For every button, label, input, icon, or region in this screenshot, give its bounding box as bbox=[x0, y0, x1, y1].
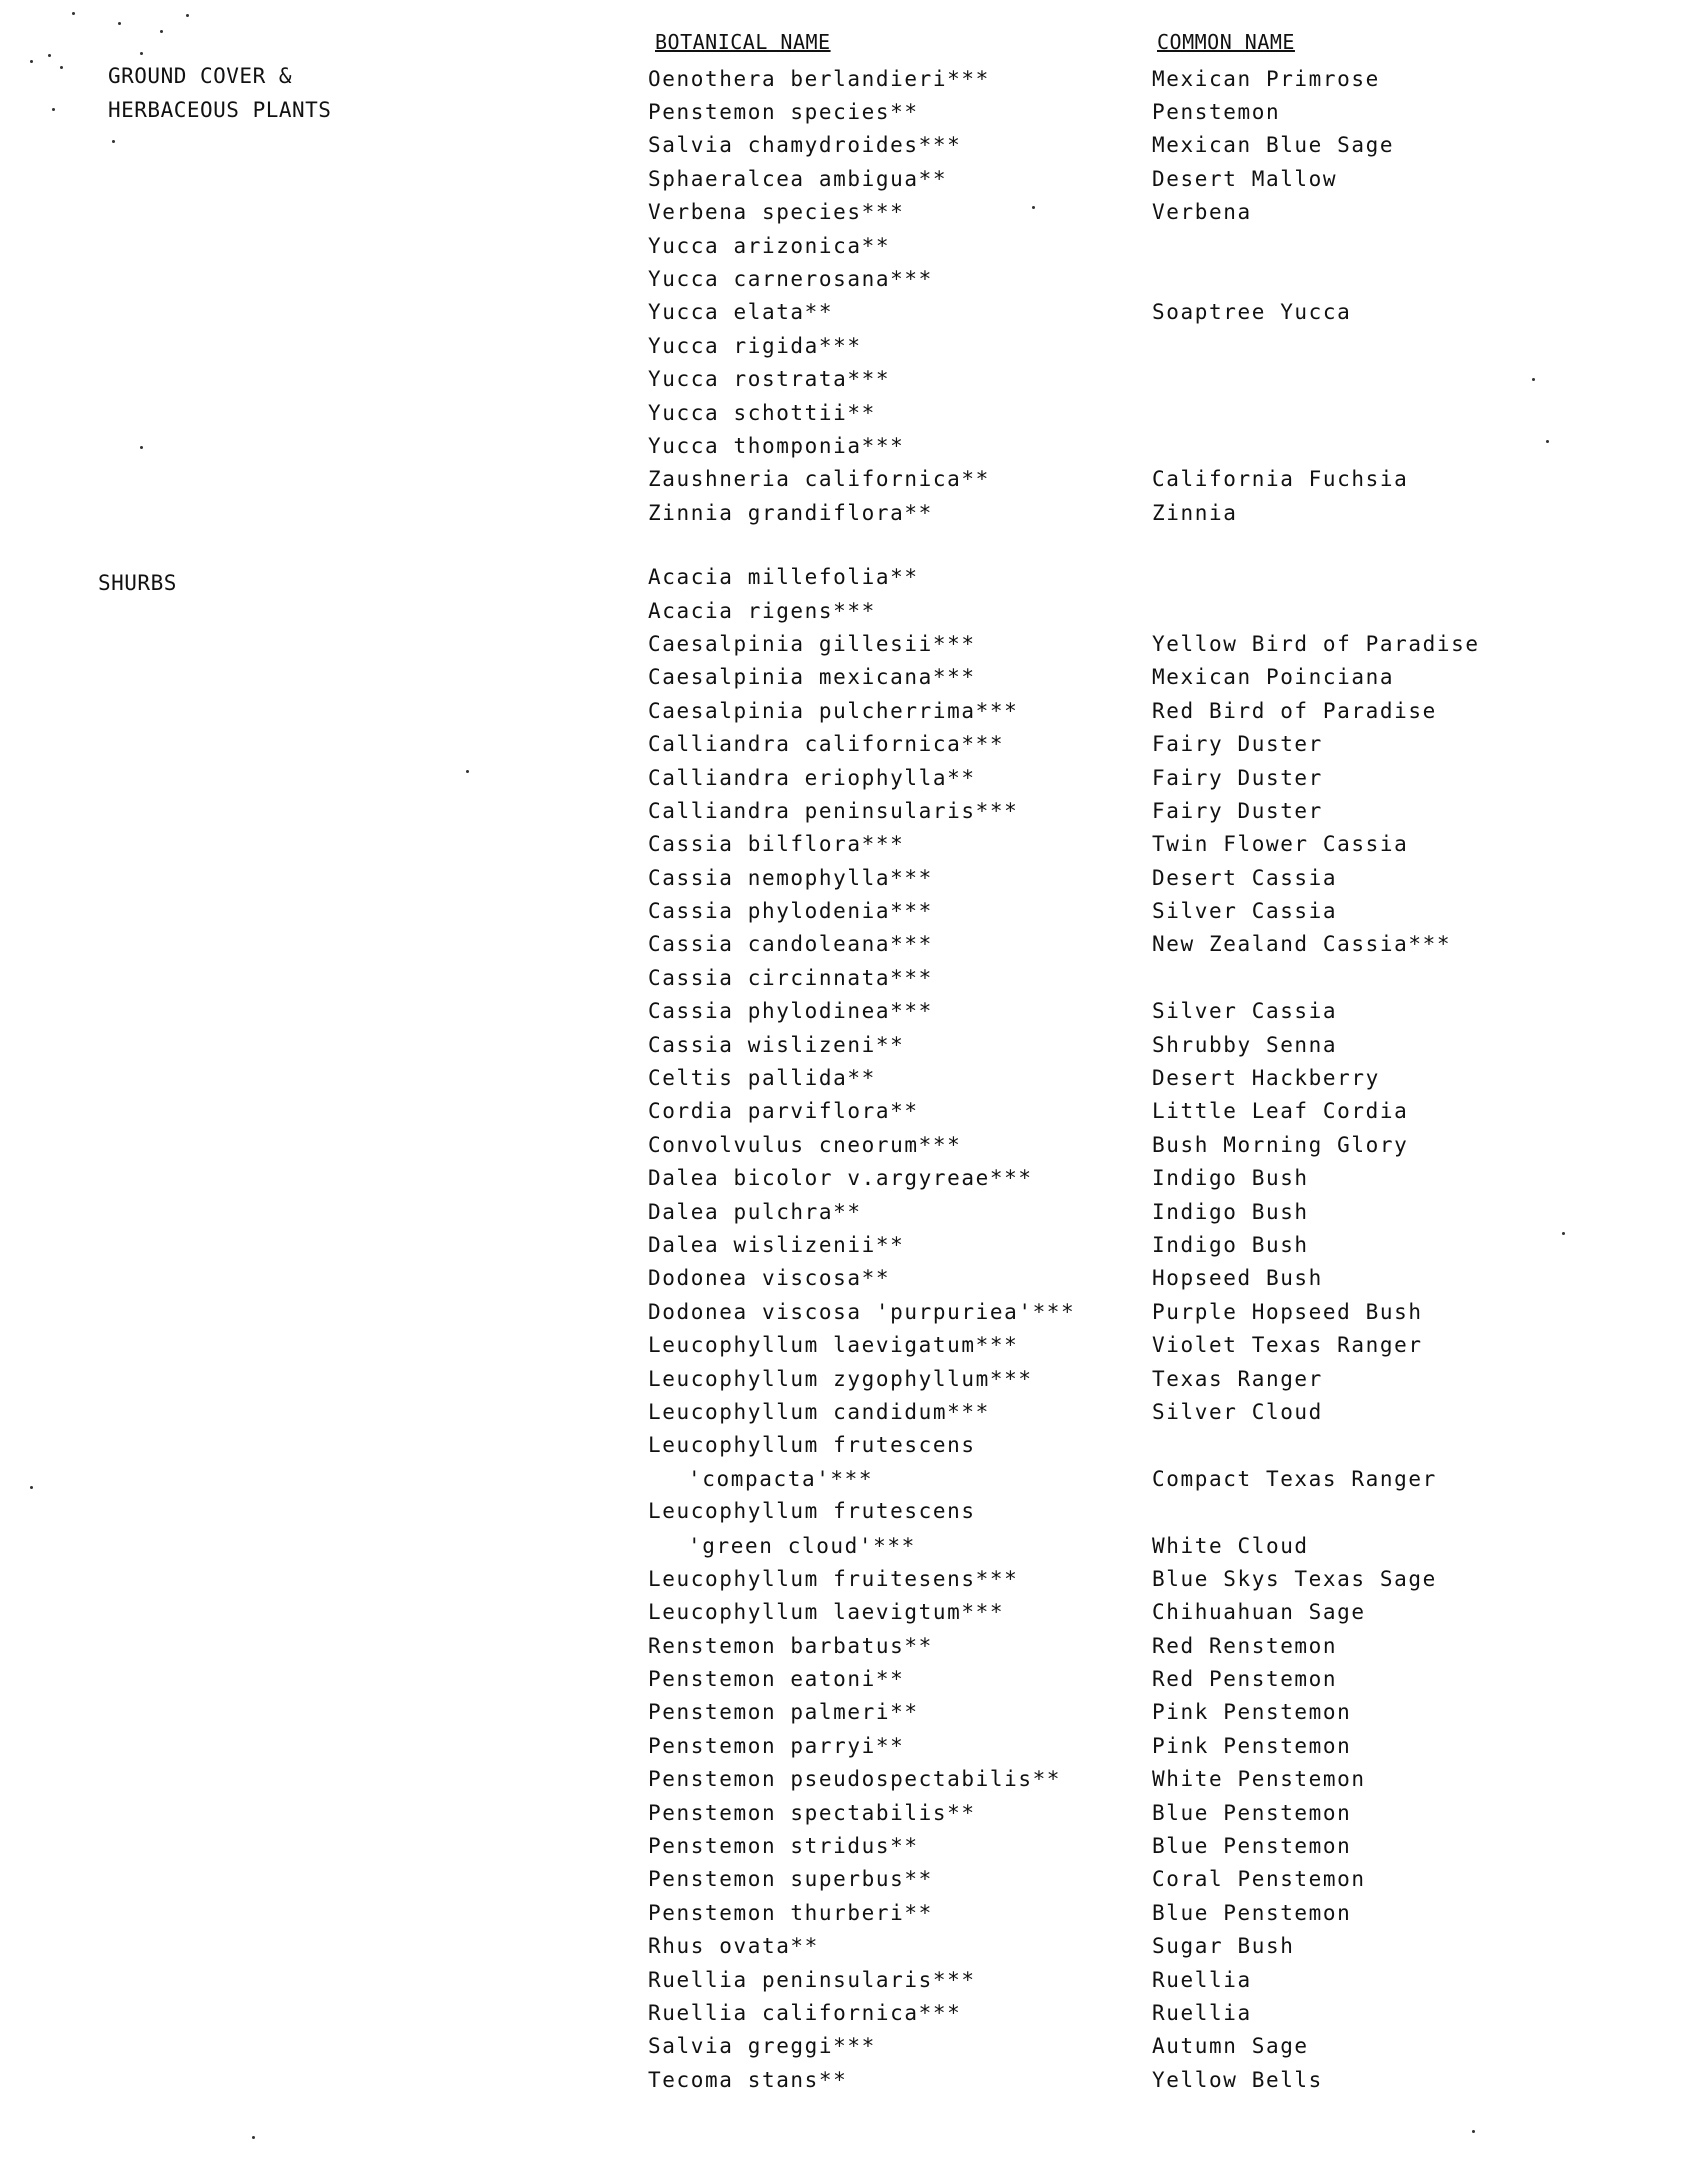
botanical-name: Calliandra peninsularis*** bbox=[648, 798, 1019, 823]
common-name: Penstemon bbox=[1152, 100, 1281, 125]
table-row bbox=[648, 1328, 1648, 1361]
botanical-name: Cordia parviflora** bbox=[648, 1099, 919, 1124]
botanical-name: Cassia candoleana*** bbox=[648, 932, 933, 957]
common-name: California Fuchsia bbox=[1152, 467, 1409, 492]
plant-group bbox=[648, 560, 1648, 2096]
table-row bbox=[648, 560, 1648, 593]
table-row bbox=[648, 363, 1648, 396]
common-name: Red Bird of Paradise bbox=[1152, 698, 1437, 723]
common-name: Fairy Duster bbox=[1152, 732, 1323, 757]
botanical-name: Caesalpinia gillesii*** bbox=[648, 631, 976, 656]
table-row bbox=[648, 95, 1648, 128]
table-row bbox=[648, 1696, 1648, 1729]
table-row bbox=[648, 1228, 1648, 1261]
table-row bbox=[648, 727, 1648, 760]
botanical-name: Calliandra californica*** bbox=[648, 732, 1005, 757]
botanical-name: Acacia millefolia** bbox=[648, 565, 919, 590]
common-name: Sugar Bush bbox=[1152, 1934, 1295, 1959]
table-row bbox=[648, 1128, 1648, 1161]
botanical-name: Tecoma stans** bbox=[648, 2067, 848, 2092]
botanical-name-line1: Leucophyllum frutescens bbox=[648, 1499, 976, 1524]
column-header-botanical-name: BOTANICAL NAME bbox=[655, 30, 831, 54]
botanical-name: Leucophyllum candidum*** bbox=[648, 1399, 990, 1424]
table-row bbox=[648, 1195, 1648, 1228]
table-row bbox=[648, 1829, 1648, 1862]
table-row bbox=[648, 1061, 1648, 1094]
common-name: Ruellia bbox=[1152, 2000, 1252, 2025]
common-name: Mexican Poinciana bbox=[1152, 665, 1395, 690]
table-row bbox=[648, 1763, 1648, 1796]
botanical-name: Yucca schottii** bbox=[648, 400, 876, 425]
botanical-name: Caesalpinia pulcherrima*** bbox=[648, 698, 1019, 723]
botanical-name: Yucca elata** bbox=[648, 300, 834, 325]
botanical-name-line1: Leucophyllum frutescens bbox=[648, 1432, 976, 1457]
common-name: Yellow Bells bbox=[1152, 2067, 1323, 2092]
table-row bbox=[648, 2030, 1648, 2063]
section-label-line: GROUND COVER & bbox=[108, 64, 293, 88]
common-name: Mexican Blue Sage bbox=[1152, 133, 1395, 158]
table-row bbox=[648, 594, 1648, 627]
table-row bbox=[648, 1896, 1648, 1929]
common-name: Soaptree Yucca bbox=[1152, 300, 1352, 325]
table-row bbox=[648, 262, 1648, 295]
table-row bbox=[648, 694, 1648, 727]
botanical-name-line2: 'green cloud'*** bbox=[688, 1534, 916, 1559]
common-name: Violet Texas Ranger bbox=[1152, 1333, 1423, 1358]
section-label-shrubs bbox=[98, 566, 177, 600]
table-row bbox=[648, 661, 1648, 694]
common-name: Purple Hopseed Bush bbox=[1152, 1299, 1423, 1324]
common-name: Autumn Sage bbox=[1152, 2034, 1309, 2059]
common-name: Fairy Duster bbox=[1152, 765, 1323, 790]
common-name: Verbena bbox=[1152, 200, 1252, 225]
botanical-name: Penstemon thurberi** bbox=[648, 1900, 933, 1925]
table-row bbox=[648, 928, 1648, 961]
table-row bbox=[648, 496, 1648, 529]
botanical-name: Acacia rigens*** bbox=[648, 598, 876, 623]
table-row bbox=[648, 1996, 1648, 2029]
botanical-name: Ruellia californica*** bbox=[648, 2000, 962, 2025]
botanical-name: Yucca thomponia*** bbox=[648, 433, 905, 458]
common-name: Coral Penstemon bbox=[1152, 1867, 1366, 1892]
common-name: Red Renstemon bbox=[1152, 1633, 1338, 1658]
common-name: Silver Cassia bbox=[1152, 899, 1338, 924]
botanical-name: Dalea pulchra** bbox=[648, 1199, 862, 1224]
common-name: Compact Texas Ranger bbox=[1152, 1467, 1437, 1492]
botanical-name: Penstemon pseudospectabilis** bbox=[648, 1767, 1062, 1792]
botanical-name: Cassia nemophylla*** bbox=[648, 865, 933, 890]
botanical-name bbox=[648, 1495, 1152, 1558]
table-row bbox=[648, 828, 1648, 861]
table-row bbox=[648, 329, 1648, 362]
table-row bbox=[648, 1629, 1648, 1662]
botanical-name: Cassia phylodenia*** bbox=[648, 899, 933, 924]
table-row bbox=[648, 129, 1648, 162]
botanical-name: Penstemon eatoni** bbox=[648, 1667, 905, 1692]
table-row bbox=[648, 1729, 1648, 1762]
plant-group bbox=[648, 62, 1648, 529]
table-row bbox=[648, 995, 1648, 1028]
botanical-name: Penstemon spectabilis** bbox=[648, 1800, 976, 1825]
section-label-line: HERBACEOUS PLANTS bbox=[108, 98, 332, 122]
botanical-name: Cassia wislizeni** bbox=[648, 1032, 905, 1057]
common-name: Zinnia bbox=[1152, 500, 1238, 525]
table-row bbox=[648, 429, 1648, 462]
table-row bbox=[648, 1562, 1648, 1595]
botanical-name: Convolvulus cneorum*** bbox=[648, 1132, 962, 1157]
botanical-name: Dodonea viscosa 'purpuriea'*** bbox=[648, 1299, 1076, 1324]
botanical-name: Penstemon palmeri** bbox=[648, 1700, 919, 1725]
table-row bbox=[648, 1295, 1648, 1328]
botanical-name: Ruellia peninsularis*** bbox=[648, 1967, 976, 1992]
botanical-name: Cassia bilflora*** bbox=[648, 832, 905, 857]
table-row bbox=[648, 1963, 1648, 1996]
common-name: Desert Hackberry bbox=[1152, 1066, 1380, 1091]
botanical-name: Zinnia grandiflora** bbox=[648, 500, 933, 525]
common-name: Desert Mallow bbox=[1152, 166, 1338, 191]
table-row bbox=[648, 196, 1648, 229]
botanical-name: Celtis pallida** bbox=[648, 1066, 876, 1091]
common-name: Blue Penstemon bbox=[1152, 1900, 1352, 1925]
botanical-name: Leucophyllum laevigtum*** bbox=[648, 1600, 1005, 1625]
botanical-name: Leucophyllum fruitesens*** bbox=[648, 1566, 1019, 1591]
common-name: Fairy Duster bbox=[1152, 798, 1323, 823]
table-row bbox=[648, 396, 1648, 429]
table-row bbox=[648, 1395, 1648, 1428]
table-row bbox=[648, 961, 1648, 994]
botanical-name: Sphaeralcea ambigua** bbox=[648, 166, 948, 191]
table-row bbox=[648, 1662, 1648, 1695]
table-row bbox=[648, 1796, 1648, 1829]
common-name: Ruellia bbox=[1152, 1967, 1252, 1992]
botanical-name: Verbena species*** bbox=[648, 200, 905, 225]
table-row bbox=[648, 162, 1648, 195]
table-row bbox=[648, 861, 1648, 894]
botanical-name: Penstemon parryi** bbox=[648, 1733, 905, 1758]
botanical-name: Dodonea viscosa** bbox=[648, 1266, 891, 1291]
botanical-name-line2: 'compacta'*** bbox=[688, 1467, 874, 1492]
common-name: Mexican Primrose bbox=[1152, 66, 1380, 91]
common-name: Hopseed Bush bbox=[1152, 1266, 1323, 1291]
botanical-name: Yucca rostrata*** bbox=[648, 367, 891, 392]
table-row bbox=[648, 1095, 1648, 1128]
botanical-name: Salvia chamydroides*** bbox=[648, 133, 962, 158]
common-name: Blue Penstemon bbox=[1152, 1800, 1352, 1825]
table-row bbox=[648, 1162, 1648, 1195]
botanical-name: Leucophyllum zygophyllum*** bbox=[648, 1366, 1033, 1391]
section-label-line: SHURBS bbox=[98, 571, 177, 595]
common-name: Texas Ranger bbox=[1152, 1366, 1323, 1391]
botanical-name: Cassia phylodinea*** bbox=[648, 999, 933, 1024]
botanical-name: Rhus ovata** bbox=[648, 1934, 819, 1959]
plant-table bbox=[648, 62, 1648, 2096]
common-name: Shrubby Senna bbox=[1152, 1032, 1338, 1057]
table-row bbox=[648, 296, 1648, 329]
botanical-name: Penstemon stridus** bbox=[648, 1834, 919, 1859]
botanical-name: Calliandra eriophylla** bbox=[648, 765, 976, 790]
common-name: Bush Morning Glory bbox=[1152, 1132, 1409, 1157]
botanical-name: Penstemon superbus** bbox=[648, 1867, 933, 1892]
botanical-name: Caesalpinia mexicana*** bbox=[648, 665, 976, 690]
common-name: Yellow Bird of Paradise bbox=[1152, 631, 1480, 656]
common-name: Chihuahuan Sage bbox=[1152, 1600, 1366, 1625]
table-row bbox=[648, 894, 1648, 927]
table-row bbox=[648, 1863, 1648, 1896]
botanical-name: Yucca carnerosana*** bbox=[648, 267, 933, 292]
column-header-common-name: COMMON NAME bbox=[1157, 30, 1295, 54]
botanical-name: Salvia greggi*** bbox=[648, 2034, 876, 2059]
common-name: Pink Penstemon bbox=[1152, 1700, 1352, 1725]
botanical-name: Renstemon barbatus** bbox=[648, 1633, 933, 1658]
botanical-name: Yucca arizonica** bbox=[648, 233, 891, 258]
botanical-name: Dalea wislizenii** bbox=[648, 1232, 905, 1257]
botanical-name: Yucca rigida*** bbox=[648, 333, 862, 358]
table-row bbox=[648, 1028, 1648, 1061]
table-row bbox=[648, 761, 1648, 794]
common-name: Silver Cloud bbox=[1152, 1399, 1323, 1424]
table-row bbox=[648, 627, 1648, 660]
common-name: Red Penstemon bbox=[1152, 1667, 1338, 1692]
common-name: Pink Penstemon bbox=[1152, 1733, 1352, 1758]
table-row bbox=[648, 62, 1648, 95]
table-row bbox=[648, 229, 1648, 262]
common-name: White Penstemon bbox=[1152, 1767, 1366, 1792]
common-name: Blue Penstemon bbox=[1152, 1834, 1352, 1859]
common-name: Blue Skys Texas Sage bbox=[1152, 1566, 1437, 1591]
table-row bbox=[648, 1362, 1648, 1395]
common-name: New Zealand Cassia*** bbox=[1152, 932, 1452, 957]
common-name: Desert Cassia bbox=[1152, 865, 1338, 890]
table-row bbox=[648, 463, 1648, 496]
botanical-name: Oenothera berlandieri*** bbox=[648, 66, 990, 91]
botanical-name: Cassia circinnata*** bbox=[648, 965, 933, 990]
common-name: Indigo Bush bbox=[1152, 1199, 1309, 1224]
common-name: White Cloud bbox=[1152, 1534, 1309, 1559]
common-name: Indigo Bush bbox=[1152, 1166, 1309, 1191]
botanical-name bbox=[648, 1429, 1152, 1492]
botanical-name: Leucophyllum laevigatum*** bbox=[648, 1333, 1019, 1358]
section-label-ground-cover bbox=[108, 59, 331, 127]
table-row bbox=[648, 1495, 1648, 1562]
table-row bbox=[648, 1262, 1648, 1295]
botanical-name: Penstemon species** bbox=[648, 100, 919, 125]
common-name: Silver Cassia bbox=[1152, 999, 1338, 1024]
botanical-name: Zaushneria californica** bbox=[648, 467, 990, 492]
table-row bbox=[648, 1429, 1648, 1496]
table-row bbox=[648, 1930, 1648, 1963]
common-name: Twin Flower Cassia bbox=[1152, 832, 1409, 857]
table-row bbox=[648, 794, 1648, 827]
botanical-name: Dalea bicolor v.argyreae*** bbox=[648, 1166, 1033, 1191]
common-name: Little Leaf Cordia bbox=[1152, 1099, 1409, 1124]
table-row bbox=[648, 1596, 1648, 1629]
table-row bbox=[648, 2063, 1648, 2096]
common-name: Indigo Bush bbox=[1152, 1232, 1309, 1257]
